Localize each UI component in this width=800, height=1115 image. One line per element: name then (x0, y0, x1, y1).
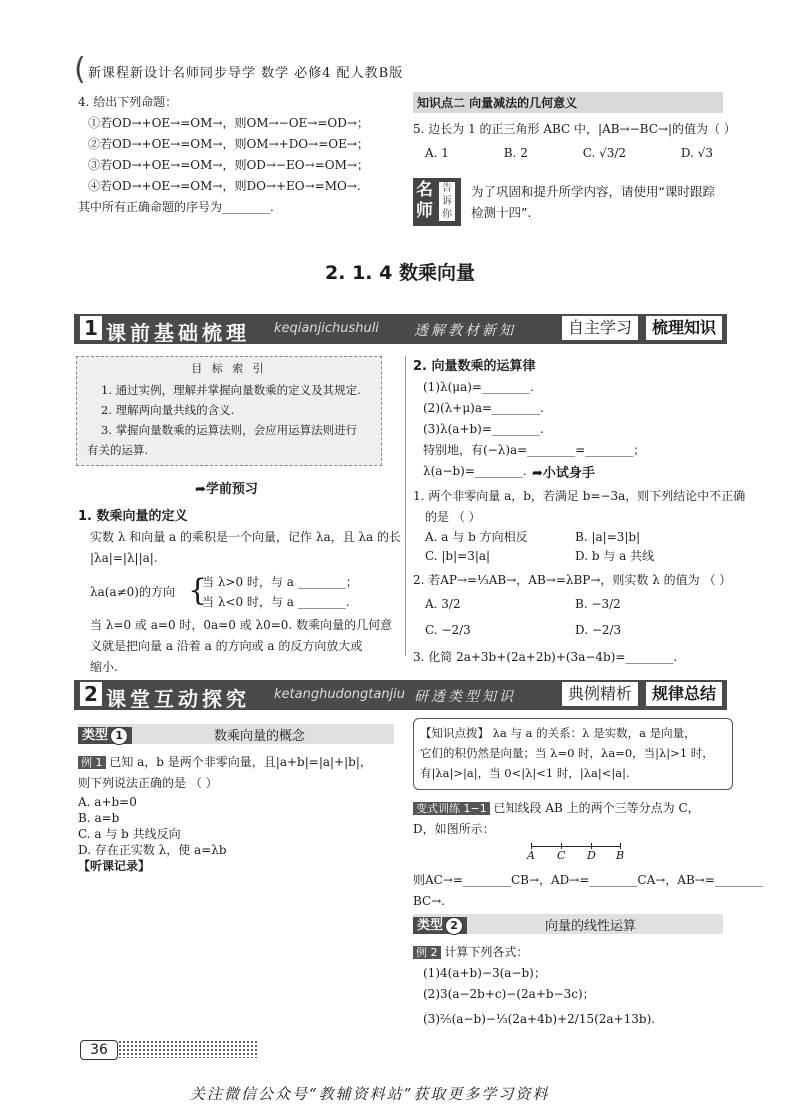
knowledge-tip-box (413, 718, 733, 790)
goals-box (76, 356, 382, 466)
header-bracket: ( (74, 52, 86, 87)
banner-tag-self-study: 自主学习 (562, 316, 638, 340)
banner-slogan: 透解教材新知 (414, 323, 516, 339)
q5-option: D. √3 (680, 146, 713, 160)
try-section (413, 486, 746, 668)
teacher-text: 为了巩固和提升所学内容，请使用“课时跟踪检测十四”. (471, 184, 715, 220)
dir-positive: 当 λ>0 时，与 a ________； (202, 575, 358, 589)
banner-number: 1 (80, 316, 102, 340)
type-title: 向量的线性运算 (545, 919, 637, 934)
arrow-icon: ➦ (532, 466, 543, 481)
type-number: 2 (445, 917, 463, 935)
q4-item: ④若OD→+OE→=OM→，则DO→+EO→=MO→. (88, 179, 361, 193)
variant-text2: D，如图所示： (413, 822, 495, 836)
goals-title: 目 标 索 引 (191, 362, 267, 375)
arrow-icon: ➦ (195, 482, 206, 497)
ex1-record: 【听课记录】 (78, 859, 151, 873)
def-tail: 当 λ=0 或 a=0 时，0a=0 或 λ0=0. 数乘向量的几何意 (90, 618, 393, 632)
preview-heading: ➦学前预习 (195, 482, 258, 497)
try-q1-option: B. |a|=3|b| (575, 530, 641, 544)
try-q2-option: B. −3/2 (575, 597, 621, 611)
try-q2-option: C. −2/3 (425, 623, 471, 637)
badge-big-text: 名师 (416, 180, 433, 221)
segment-line (531, 846, 621, 847)
ex1-option: D. 存在正实数 λ，使 a=λb (78, 843, 227, 857)
footer-note: 关注微信公众号“教辅资料站”获取更多学习资料 (190, 1085, 550, 1103)
try-q2-option: D. −2/3 (575, 623, 622, 637)
q5-option: C. √3/2 (582, 146, 627, 160)
goal-item: 有关的运算. (87, 443, 149, 457)
law-item: (2)(λ+μ)a=________. (423, 401, 544, 415)
preview-section (78, 506, 401, 678)
q5-options (413, 146, 723, 160)
kp2-title: 知识点二 向量减法的几何意义 (413, 92, 723, 113)
q4-stem: 4. 给出下列命题： (78, 95, 178, 109)
banner-pinyin: keqianjichushuli (274, 321, 379, 336)
badge-small-text: 告诉你 (439, 182, 455, 221)
type-title: 数乘向量的概念 (214, 729, 306, 744)
try-q2-option: A. 3/2 (425, 597, 461, 611)
try-q2-stem: 2. 若AP→=⅓AB→，AB→=λBP→，则实数 λ 的值为 （ ） (413, 573, 732, 587)
q4-ask: 其中所有正确命题的序号为________. (78, 200, 274, 214)
def-tail: 缩小. (90, 660, 118, 674)
q4-item: ①若OD→+OE→=OM→，则OM→−OE→=OD→； (88, 116, 369, 130)
ex1-option: C. a 与 b 共线反向 (78, 827, 181, 841)
law-item: (1)λ(μa)=________. (423, 380, 534, 394)
tip-line: 【知识点拨】 λa 与 a 的关系：λ 是实数，a 是向量， (420, 726, 696, 740)
point-label: D (587, 849, 596, 862)
banner-tag-summary: 规律总结 (646, 682, 722, 706)
try-q1-option: C. |b|=3|a| (425, 549, 491, 563)
laws-title: 2. 向量数乘的运算律 (413, 359, 536, 374)
try-q1-option: D. b 与 a 共线 (575, 549, 655, 563)
banner-title: 课堂互动探究 (106, 687, 250, 711)
variant-text: 已知线段 AB 上的两个三等分点为 C， (493, 801, 700, 815)
banner-tag-examples: 典例精析 (562, 682, 638, 706)
banner-number: 2 (80, 682, 102, 706)
q5-option: A. 1 (425, 146, 449, 160)
point-label: B (616, 849, 625, 862)
example-label: 例 1 (78, 756, 106, 769)
q4-item: ②若OD→+OE→=OM→，则OM→+DO→=OE→； (88, 137, 369, 151)
header-title: 新课程新设计名师同步导学 数学 必修4 配人教B版 (88, 66, 404, 81)
def-line: 实数 λ 和向量 a 的乘积是一个向量，记作 λa，且 λa 的长 (90, 530, 401, 544)
direction-block (78, 571, 398, 615)
def-tail: 义就是把向量 a 沿着 a 的方向或 a 的反方向放大或 (90, 639, 363, 653)
def-title: 1. 数乘向量的定义 (78, 509, 188, 524)
example-2 (413, 942, 728, 1030)
brace-icon: { (188, 573, 208, 608)
try-q1-option: A. a 与 b 方向相反 (425, 530, 528, 544)
point-label: C (557, 849, 566, 862)
variant-answer1: 则AC→=________CB→，AD→=________CA→，AB→=________ (413, 873, 763, 887)
ex1-line: 已知 a，b 是两个非零向量，且|a+b|=|a|+|b|， (109, 755, 372, 769)
banner-pre-class (74, 314, 727, 344)
banner-in-class (74, 680, 727, 710)
type-1-bar (78, 724, 394, 744)
point-label: A (527, 849, 535, 862)
page-number: 36 (80, 1040, 118, 1060)
type-2-bar (413, 914, 723, 934)
goal-item: 1. 通过实例，理解并掌握向量数乘的定义及其规定. (101, 383, 361, 397)
variant-answer2: BC→. (413, 894, 446, 908)
ex1-option: B. a=b (78, 811, 120, 825)
teacher-tip-box (413, 178, 723, 226)
ex2-item: (2)3(a−2b+c)−(2a+b−3c)； (423, 987, 595, 1001)
dir-label: λa(a≠0)的方向 (90, 585, 175, 599)
question-4 (78, 92, 398, 218)
variant-training-1-1 (413, 798, 763, 912)
example-1 (78, 752, 396, 874)
q5-option: B. 2 (503, 146, 528, 160)
tip-line: 有|λa|>|a|，当 0<|λ|<1 时，|λa|<|a|. (420, 766, 630, 780)
variant-label: 变式训练 1−1 (413, 802, 490, 815)
law-item: 特别地，有(−λ)a=________=________； (423, 443, 646, 457)
type-label: 类型 1 (78, 727, 132, 744)
teacher-badge (413, 178, 461, 226)
ex2-stem: 计算下列各式： (444, 945, 529, 959)
tip-line: 它们的积仍然是向量；当 λ=0 时，λa=0，当|λ|>1 时， (420, 746, 714, 760)
dir-negative: 当 λ<0 时，与 a ________. (202, 595, 350, 609)
banner-tag-sort-knowledge: 梳理知识 (646, 316, 722, 340)
try-heading: ➦小试身手 (532, 466, 595, 481)
try-q1-stem2: 的是 （ ） (425, 510, 481, 524)
banner-slogan: 研透类型知识 (414, 689, 516, 705)
q4-item: ③若OD→+OE→=OM→，则OD→−EO→=OM→； (88, 158, 369, 172)
law-item: (3)λ(a+b)=________. (423, 422, 544, 436)
try-q1-options (413, 528, 728, 566)
page-number-dots (118, 1040, 258, 1058)
knowledge-point-2 (413, 92, 736, 160)
segment-diagram (413, 840, 728, 866)
try-q1-stem: 1. 两个非零向量 a，b，若满足 b=−3a，则下列结论中不正确 (413, 489, 746, 503)
section-title: 2. 1. 4 数乘向量 (325, 262, 475, 284)
type-number: 1 (110, 727, 128, 745)
q5-stem: 5. 边长为 1 的正三角形 ABC 中，|AB→−BC→|的值为（ ） (413, 122, 736, 136)
try-q2-options (413, 591, 728, 643)
try-q3: 3. 化简 2a+3b+(2a+2b)+(3a−4b)=________. (413, 650, 678, 664)
ex1-option: A. a+b=0 (78, 795, 137, 809)
column-divider (405, 356, 406, 656)
banner-pinyin: ketanghudongtanjiu (274, 687, 406, 702)
ex2-item: (3)⅖(a−b)−⅓(2a+4b)+2/15(2a+13b). (423, 1012, 656, 1026)
law-item: λ(a−b)=________. (423, 464, 527, 478)
def-line: |λa|=|λ||a|. (90, 551, 158, 565)
banner-title: 课前基础梳理 (106, 321, 250, 345)
type-label: 类型 2 (413, 917, 467, 934)
goal-item: 3. 掌握向量数乘的运算法则，会应用运算法则进行 (101, 423, 358, 437)
example-label: 例 2 (413, 946, 441, 959)
ex1-line: 则下列说法正确的是 （ ） (78, 776, 218, 790)
goal-item: 2. 理解两向量共线的含义. (101, 403, 235, 417)
ex2-item: (1)4(a+b)−3(a−b)； (423, 966, 546, 980)
